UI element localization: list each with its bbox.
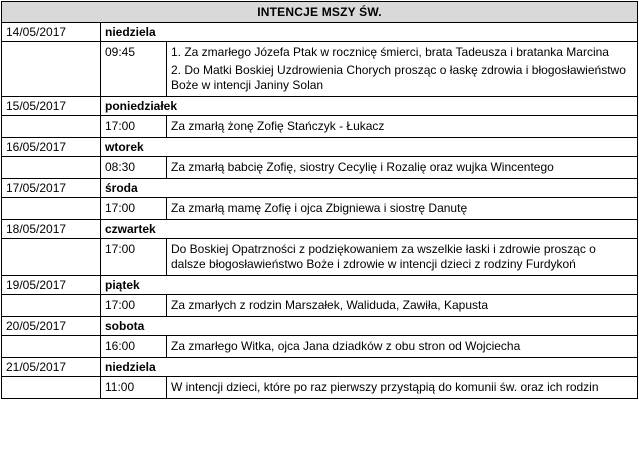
mass-intentions-sheet (1, 1, 637, 399)
intention-text: Za zmarłą babcię Zofię, siostry Cecylię i Rozalię oraz wujka Wincentego (171, 160, 554, 174)
mass-time: 08:30 (101, 157, 167, 179)
mass-row (2, 198, 638, 220)
title-row (2, 2, 638, 23)
day-date: 16/05/2017 (2, 138, 101, 157)
day-date: 20/05/2017 (2, 317, 101, 336)
day-weekday: niedziela (101, 23, 638, 42)
intention-text: Za zmarłą żonę Zofię Stańczyk - Łukacz (171, 119, 385, 133)
day-row (2, 317, 638, 336)
mass-row (2, 377, 638, 399)
intention-text: Za zmarłego Witka, ojca Jana dziadków z obu stron od Wojciecha (171, 339, 521, 353)
mass-row (2, 295, 638, 317)
intention-text: W intencji dzieci, które po raz pierwszy przystąpią do komunii św. oraz ich rodzin (171, 380, 599, 394)
mass-intentions (167, 239, 638, 276)
day-row (2, 138, 638, 157)
day-row (2, 179, 638, 198)
mass-row (2, 42, 638, 97)
mass-time: 09:45 (101, 42, 167, 97)
mass-intentions (167, 336, 638, 358)
day-date: 18/05/2017 (2, 220, 101, 239)
mass-time: 11:00 (101, 377, 167, 399)
mass-intentions (167, 198, 638, 220)
mass-time: 17:00 (101, 198, 167, 220)
schedule-body (2, 2, 638, 399)
empty-date-cell (2, 157, 101, 179)
empty-date-cell (2, 377, 101, 399)
empty-date-cell (2, 42, 101, 97)
mass-time: 17:00 (101, 116, 167, 138)
mass-row (2, 116, 638, 138)
page-title: INTENCJE MSZY ŚW. (2, 2, 638, 23)
day-row (2, 358, 638, 377)
day-weekday: piątek (101, 276, 638, 295)
day-weekday: sobota (101, 317, 638, 336)
empty-date-cell (2, 239, 101, 276)
intention-text: Do Boskiej Opatrzności z podziękowaniem za wszelkie łaski i zdrowie prosząc o dalsze błogosławieństwo Boże i zdrowie w intencji dzieci z rodziny Furdykoń (171, 242, 596, 271)
intention-text: Za zmarłych z rodzin Marszałek, Waliduda, Zawiła, Kapusta (171, 298, 489, 312)
mass-row (2, 157, 638, 179)
day-weekday: czwartek (101, 220, 638, 239)
day-row (2, 276, 638, 295)
day-row (2, 97, 638, 116)
empty-date-cell (2, 116, 101, 138)
mass-intentions-table (1, 1, 638, 399)
day-row (2, 220, 638, 239)
day-date: 15/05/2017 (2, 97, 101, 116)
day-date: 17/05/2017 (2, 179, 101, 198)
empty-date-cell (2, 295, 101, 317)
mass-intentions (167, 377, 638, 399)
day-row (2, 23, 638, 42)
empty-date-cell (2, 336, 101, 358)
empty-date-cell (2, 198, 101, 220)
mass-intentions (167, 42, 638, 97)
day-weekday: poniedziałek (101, 97, 638, 116)
mass-time: 17:00 (101, 239, 167, 276)
day-weekday: niedziela (101, 358, 638, 377)
mass-intentions (167, 116, 638, 138)
day-weekday: wtorek (101, 138, 638, 157)
mass-row (2, 239, 638, 276)
intention-text: 2. Do Matki Boskiej Uzdrowienia Chorych prosząc o łaskę zdrowia i błogosławieństwo Boże w intencji Janiny Solan (171, 63, 626, 92)
day-date: 14/05/2017 (2, 23, 101, 42)
day-weekday: środa (101, 179, 638, 198)
mass-time: 17:00 (101, 295, 167, 317)
intention-text: Za zmarłą mamę Zofię i ojca Zbigniewa i siostrę Danutę (171, 201, 468, 215)
mass-row (2, 336, 638, 358)
day-date: 19/05/2017 (2, 276, 101, 295)
mass-time: 16:00 (101, 336, 167, 358)
intention-text: 1. Za zmarłego Józefa Ptak w rocznicę śmierci, brata Tadeusza i bratanka Marcina (171, 45, 609, 59)
mass-intentions (167, 295, 638, 317)
mass-intentions (167, 157, 638, 179)
day-date: 21/05/2017 (2, 358, 101, 377)
